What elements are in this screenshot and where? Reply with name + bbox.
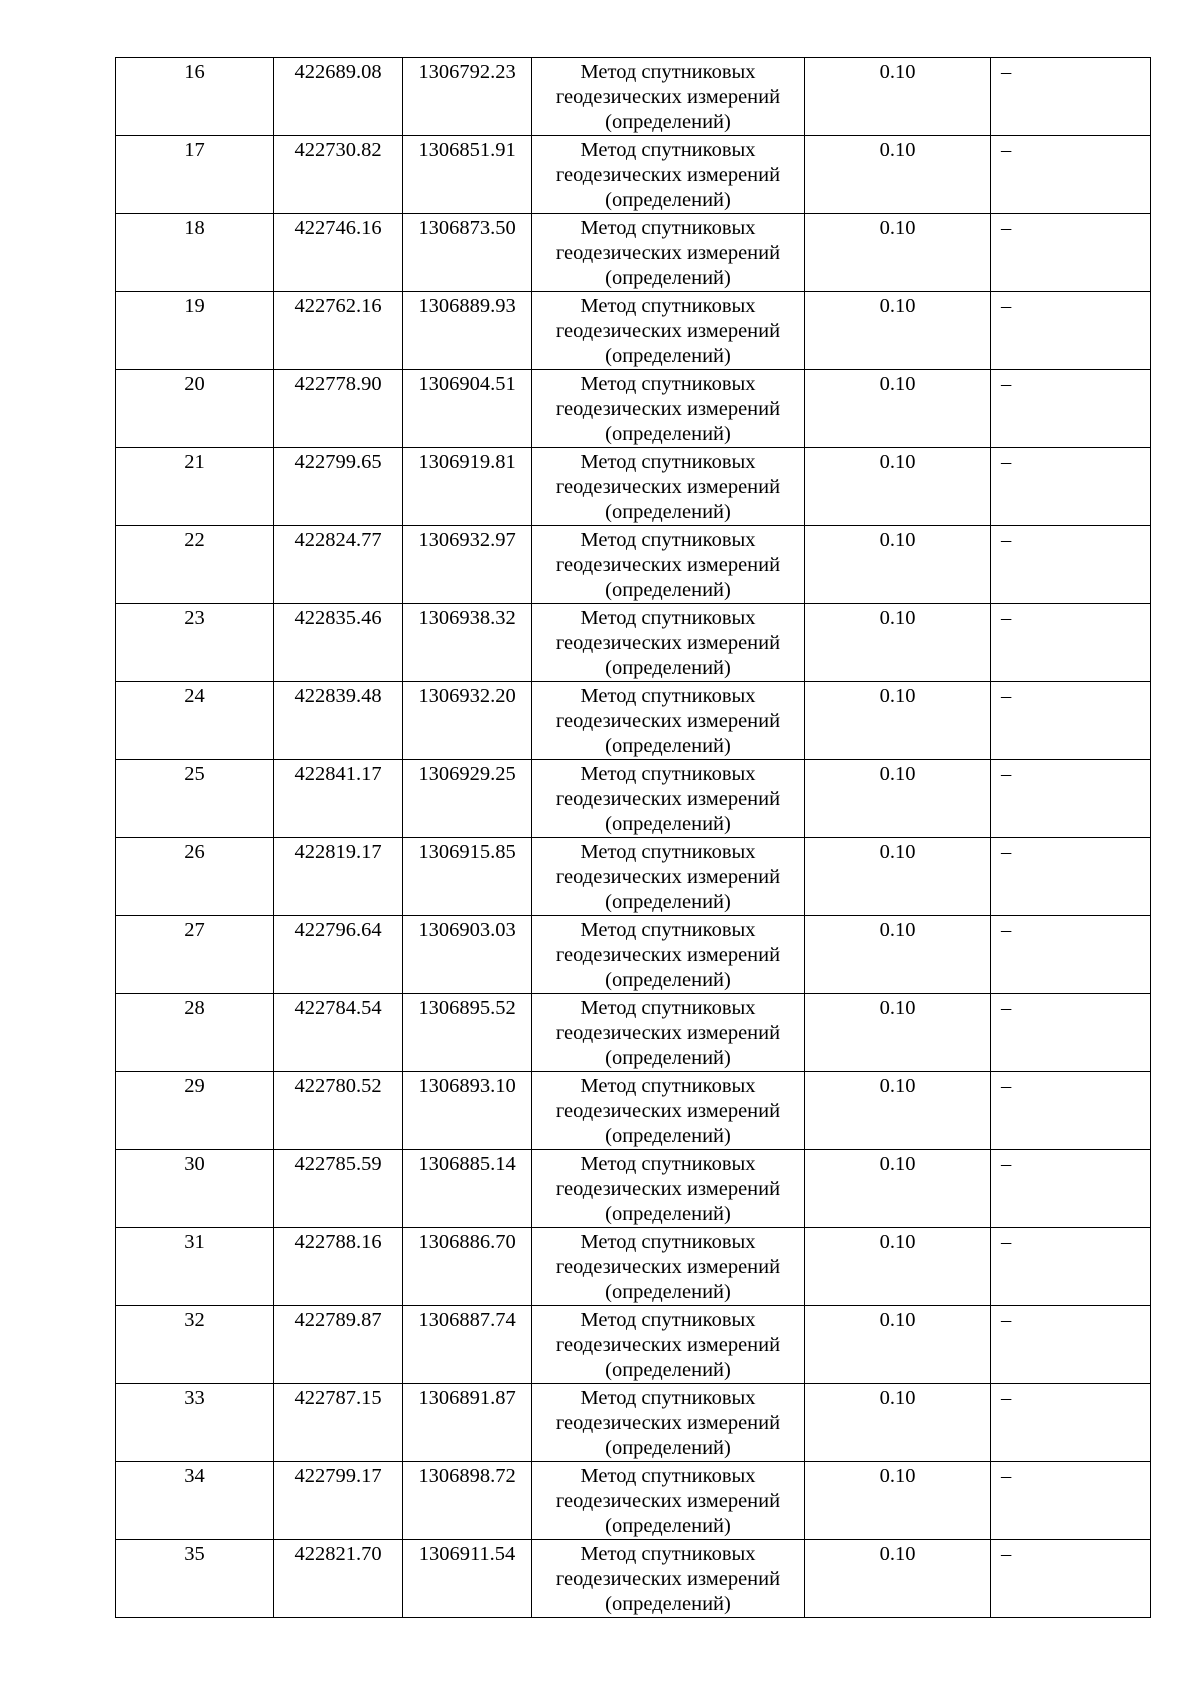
method-line: геодезических измерений [555,1022,781,1044]
method-line: (определений) [605,1047,731,1069]
method-line: Метод спутниковых [580,1075,756,1097]
method-line: геодезических измерений [555,1100,781,1122]
method-cell [532,1306,805,1384]
x-coordinate-cell: 422799.65 [274,448,403,526]
point-number-cell: 27 [116,916,274,994]
note-cell: – [991,682,1151,760]
note-cell: – [991,448,1151,526]
method-line: (определений) [605,1593,731,1615]
x-coordinate-cell: 422819.17 [274,838,403,916]
x-coordinate-cell: 422762.16 [274,292,403,370]
method-line: Метод спутниковых [580,1309,756,1331]
note-cell: – [991,370,1151,448]
method-cell [532,1150,805,1228]
method-line: геодезических измерений [555,554,781,576]
point-number-cell: 17 [116,136,274,214]
accuracy-cell: 0.10 [805,916,991,994]
method-cell [532,214,805,292]
method-cell [532,838,805,916]
method-line: геодезических измерений [555,1334,781,1356]
method-line: геодезических измерений [555,866,781,888]
method-cell [532,682,805,760]
method-line: геодезических измерений [555,632,781,654]
method-line: геодезических измерений [555,320,781,342]
y-coordinate-cell: 1306889.93 [403,292,532,370]
method-line: геодезических измерений [555,1568,781,1590]
note-cell: – [991,1228,1151,1306]
method-line: (определений) [605,813,731,835]
note-cell: – [991,838,1151,916]
note-cell: – [991,526,1151,604]
method-line: геодезических измерений [555,788,781,810]
table-row [116,1462,1151,1540]
x-coordinate-cell: 422689.08 [274,58,403,136]
y-coordinate-cell: 1306915.85 [403,838,532,916]
point-number-cell: 35 [116,1540,274,1618]
y-coordinate-cell: 1306938.32 [403,604,532,682]
y-coordinate-cell: 1306898.72 [403,1462,532,1540]
point-number-cell: 25 [116,760,274,838]
accuracy-cell: 0.10 [805,448,991,526]
y-coordinate-cell: 1306886.70 [403,1228,532,1306]
x-coordinate-cell: 422796.64 [274,916,403,994]
method-line: (определений) [605,735,731,757]
accuracy-cell: 0.10 [805,214,991,292]
method-cell [532,370,805,448]
y-coordinate-cell: 1306904.51 [403,370,532,448]
table-row [116,682,1151,760]
method-line: Метод спутниковых [580,61,756,83]
accuracy-cell: 0.10 [805,370,991,448]
method-line: (определений) [605,969,731,991]
point-number-cell: 28 [116,994,274,1072]
table-row [116,58,1151,136]
accuracy-cell: 0.10 [805,58,991,136]
x-coordinate-cell: 422788.16 [274,1228,403,1306]
point-number-cell: 29 [116,1072,274,1150]
method-line: (определений) [605,345,731,367]
method-line: Метод спутниковых [580,1465,756,1487]
note-cell: – [991,994,1151,1072]
point-number-cell: 30 [116,1150,274,1228]
note-cell: – [991,760,1151,838]
accuracy-cell: 0.10 [805,760,991,838]
method-cell [532,1462,805,1540]
method-line: (определений) [605,1515,731,1537]
method-line: (определений) [605,1281,731,1303]
coordinates-table [115,57,1151,1618]
method-cell [532,136,805,214]
x-coordinate-cell: 422730.82 [274,136,403,214]
accuracy-cell: 0.10 [805,1072,991,1150]
method-line: геодезических измерений [555,944,781,966]
table-row [116,838,1151,916]
accuracy-cell: 0.10 [805,1462,991,1540]
method-line: геодезических измерений [555,1490,781,1512]
x-coordinate-cell: 422839.48 [274,682,403,760]
note-cell: – [991,58,1151,136]
accuracy-cell: 0.10 [805,1384,991,1462]
point-number-cell: 32 [116,1306,274,1384]
method-cell [532,58,805,136]
table-row [116,760,1151,838]
accuracy-cell: 0.10 [805,1540,991,1618]
method-line: геодезических измерений [555,710,781,732]
method-line: геодезических измерений [555,164,781,186]
accuracy-cell: 0.10 [805,838,991,916]
accuracy-cell: 0.10 [805,604,991,682]
method-line: (определений) [605,111,731,133]
y-coordinate-cell: 1306792.23 [403,58,532,136]
table-row [116,1306,1151,1384]
point-number-cell: 16 [116,58,274,136]
method-line: (определений) [605,579,731,601]
table-row [116,292,1151,370]
method-line: Метод спутниковых [580,1153,756,1175]
method-line: Метод спутниковых [580,1387,756,1409]
method-cell [532,1228,805,1306]
method-line: (определений) [605,1359,731,1381]
method-line: геодезических измерений [555,1256,781,1278]
point-number-cell: 23 [116,604,274,682]
x-coordinate-cell: 422785.59 [274,1150,403,1228]
x-coordinate-cell: 422841.17 [274,760,403,838]
accuracy-cell: 0.10 [805,136,991,214]
x-coordinate-cell: 422835.46 [274,604,403,682]
note-cell: – [991,136,1151,214]
method-line: геодезических измерений [555,1178,781,1200]
note-cell: – [991,1384,1151,1462]
y-coordinate-cell: 1306891.87 [403,1384,532,1462]
point-number-cell: 26 [116,838,274,916]
accuracy-cell: 0.10 [805,292,991,370]
x-coordinate-cell: 422799.17 [274,1462,403,1540]
note-cell: – [991,604,1151,682]
method-line: Метод спутниковых [580,1543,756,1565]
accuracy-cell: 0.10 [805,994,991,1072]
method-cell [532,760,805,838]
note-cell: – [991,292,1151,370]
method-line: Метод спутниковых [580,997,756,1019]
method-cell [532,526,805,604]
table-row [116,1540,1151,1618]
method-line: Метод спутниковых [580,763,756,785]
method-line: Метод спутниковых [580,295,756,317]
method-line: Метод спутниковых [580,451,756,473]
point-number-cell: 24 [116,682,274,760]
table-row [116,604,1151,682]
method-line: геодезических измерений [555,476,781,498]
y-coordinate-cell: 1306919.81 [403,448,532,526]
x-coordinate-cell: 422787.15 [274,1384,403,1462]
note-cell: – [991,1540,1151,1618]
method-line: (определений) [605,189,731,211]
table-row [116,1384,1151,1462]
table-body [116,58,1151,1618]
table-row [116,136,1151,214]
x-coordinate-cell: 422789.87 [274,1306,403,1384]
y-coordinate-cell: 1306887.74 [403,1306,532,1384]
table-row [116,916,1151,994]
y-coordinate-cell: 1306911.54 [403,1540,532,1618]
method-line: Метод спутниковых [580,139,756,161]
accuracy-cell: 0.10 [805,682,991,760]
method-line: Метод спутниковых [580,607,756,629]
point-number-cell: 19 [116,292,274,370]
method-cell [532,994,805,1072]
table-row [116,370,1151,448]
method-line: (определений) [605,501,731,523]
point-number-cell: 18 [116,214,274,292]
table-row [116,448,1151,526]
point-number-cell: 21 [116,448,274,526]
method-line: геодезических измерений [555,1412,781,1434]
table-row [116,214,1151,292]
table-row [116,526,1151,604]
y-coordinate-cell: 1306932.20 [403,682,532,760]
y-coordinate-cell: 1306929.25 [403,760,532,838]
note-cell: – [991,1306,1151,1384]
x-coordinate-cell: 422780.52 [274,1072,403,1150]
y-coordinate-cell: 1306903.03 [403,916,532,994]
note-cell: – [991,1150,1151,1228]
table-row [116,994,1151,1072]
point-number-cell: 31 [116,1228,274,1306]
method-cell [532,448,805,526]
method-line: (определений) [605,1437,731,1459]
method-cell [532,1384,805,1462]
method-line: (определений) [605,891,731,913]
method-cell [532,604,805,682]
note-cell: – [991,214,1151,292]
method-line: (определений) [605,1203,731,1225]
method-line: (определений) [605,1125,731,1147]
note-cell: – [991,1462,1151,1540]
table-row [116,1228,1151,1306]
method-cell [532,292,805,370]
point-number-cell: 22 [116,526,274,604]
method-line: Метод спутниковых [580,685,756,707]
table-row [116,1072,1151,1150]
x-coordinate-cell: 422784.54 [274,994,403,1072]
point-number-cell: 20 [116,370,274,448]
y-coordinate-cell: 1306885.14 [403,1150,532,1228]
accuracy-cell: 0.10 [805,526,991,604]
method-line: (определений) [605,657,731,679]
method-line: Метод спутниковых [580,529,756,551]
y-coordinate-cell: 1306851.91 [403,136,532,214]
method-line: геодезических измерений [555,86,781,108]
method-line: Метод спутниковых [580,1231,756,1253]
x-coordinate-cell: 422778.90 [274,370,403,448]
method-line: (определений) [605,423,731,445]
note-cell: – [991,1072,1151,1150]
method-cell [532,916,805,994]
method-line: (определений) [605,267,731,289]
point-number-cell: 34 [116,1462,274,1540]
y-coordinate-cell: 1306895.52 [403,994,532,1072]
note-cell: – [991,916,1151,994]
method-line: Метод спутниковых [580,919,756,941]
accuracy-cell: 0.10 [805,1150,991,1228]
method-cell [532,1540,805,1618]
x-coordinate-cell: 422746.16 [274,214,403,292]
x-coordinate-cell: 422821.70 [274,1540,403,1618]
y-coordinate-cell: 1306873.50 [403,214,532,292]
method-line: геодезических измерений [555,398,781,420]
method-cell [532,1072,805,1150]
x-coordinate-cell: 422824.77 [274,526,403,604]
y-coordinate-cell: 1306893.10 [403,1072,532,1150]
y-coordinate-cell: 1306932.97 [403,526,532,604]
method-line: Метод спутниковых [580,841,756,863]
table-row [116,1150,1151,1228]
method-line: Метод спутниковых [580,217,756,239]
accuracy-cell: 0.10 [805,1228,991,1306]
accuracy-cell: 0.10 [805,1306,991,1384]
point-number-cell: 33 [116,1384,274,1462]
method-line: Метод спутниковых [580,373,756,395]
method-line: геодезических измерений [555,242,781,264]
